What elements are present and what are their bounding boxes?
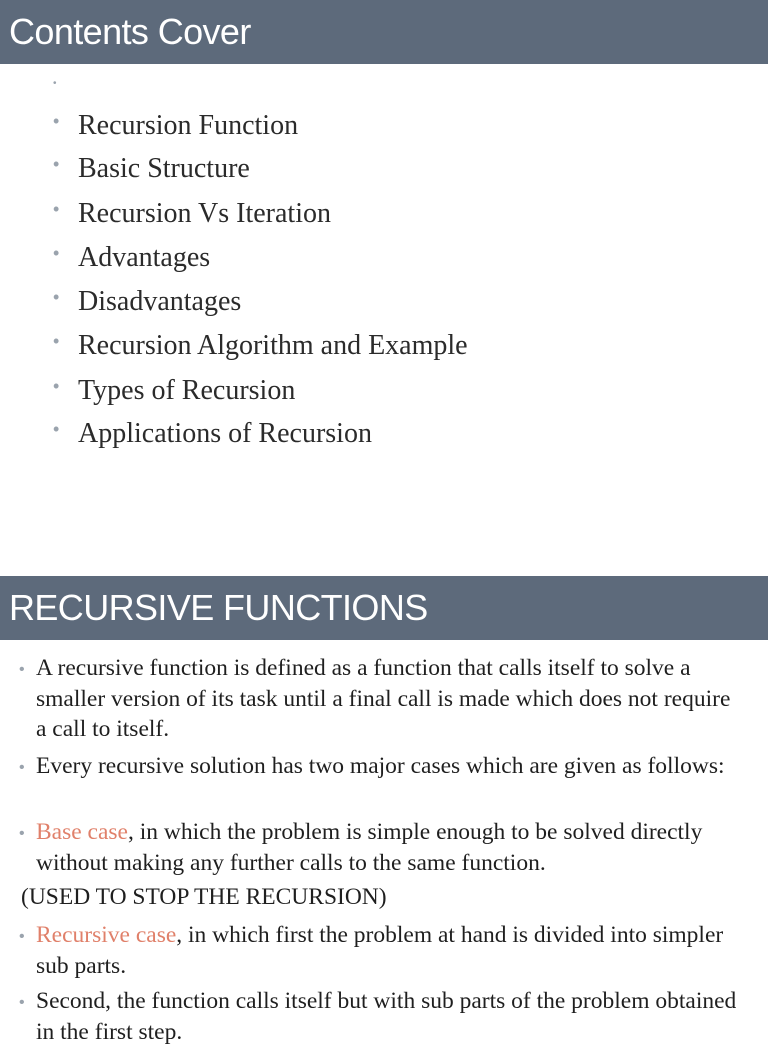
title-bar — [0, 576, 768, 640]
paragraph-text: Second, the function calls itself but with sub parts of the problem obtained in the first step. — [36, 988, 737, 1045]
list-item-label: Disadvantages — [78, 286, 242, 317]
paragraph-two-cases — [19, 751, 746, 782]
list-item — [0, 197, 768, 237]
list-item — [0, 152, 768, 192]
list-item-label: Types of Recursion — [78, 375, 296, 406]
list-item-label: Recursion Algorithm and Example — [78, 330, 468, 361]
bullet-icon: • — [19, 928, 25, 945]
base-case-term: Base case — [36, 819, 128, 845]
list-item-label: Recursion Vs Iteration — [78, 198, 331, 229]
list-item — [0, 329, 768, 369]
list-item — [0, 285, 768, 325]
bullet-icon: • — [53, 287, 60, 307]
bullet-icon: • — [19, 825, 25, 842]
slide-recursive-functions — [0, 576, 768, 1045]
list-item — [0, 109, 768, 149]
bullet-icon: • — [53, 331, 60, 351]
paragraph-text: , in which the problem is simple enough to be solved directly without making any further calls to the same function. — [36, 819, 703, 876]
list-item-label: Advantages — [78, 242, 211, 273]
list-item — [0, 417, 768, 457]
bullet-icon: • — [53, 111, 60, 131]
slide-title: RECURSIVE FUNCTIONS — [9, 587, 428, 628]
bullet-icon: • — [53, 419, 60, 439]
paragraph-definition — [19, 653, 746, 745]
paragraph-text: , in which first the problem at hand is divided into simpler sub parts. — [36, 922, 724, 979]
stop-recursion-note: (USED TO STOP THE RECURSION) — [21, 884, 387, 910]
title-bar — [0, 0, 768, 64]
paragraph-base-case — [19, 817, 746, 878]
bullet-icon: • — [53, 376, 60, 396]
paragraph-text: Every recursive solution has two major cases which are given as follows: — [36, 753, 725, 779]
paragraph-text: A recursive function is defined as a function that calls itself to solve a smaller version of its task until a final call is made which does not require a call to itself. — [36, 655, 731, 742]
list-item — [0, 374, 768, 414]
bullet-icon: • — [19, 759, 25, 776]
recursive-case-term: Recursive case — [36, 922, 177, 948]
list-item — [0, 241, 768, 281]
bullet-icon: • — [19, 994, 25, 1011]
bullet-icon: • — [53, 154, 60, 174]
slide-title: Contents Cover — [9, 11, 251, 52]
empty-bullet: • — [53, 78, 57, 89]
bullet-icon: • — [19, 661, 25, 678]
bullet-icon: • — [53, 199, 60, 219]
list-item-label: Applications of Recursion — [78, 418, 372, 449]
list-item-label: Basic Structure — [78, 153, 250, 184]
bullet-icon: • — [53, 243, 60, 263]
paragraph-second-step — [19, 986, 746, 1047]
paragraph-recursive-case — [19, 920, 746, 981]
list-item-label: Recursion Function — [78, 110, 299, 141]
